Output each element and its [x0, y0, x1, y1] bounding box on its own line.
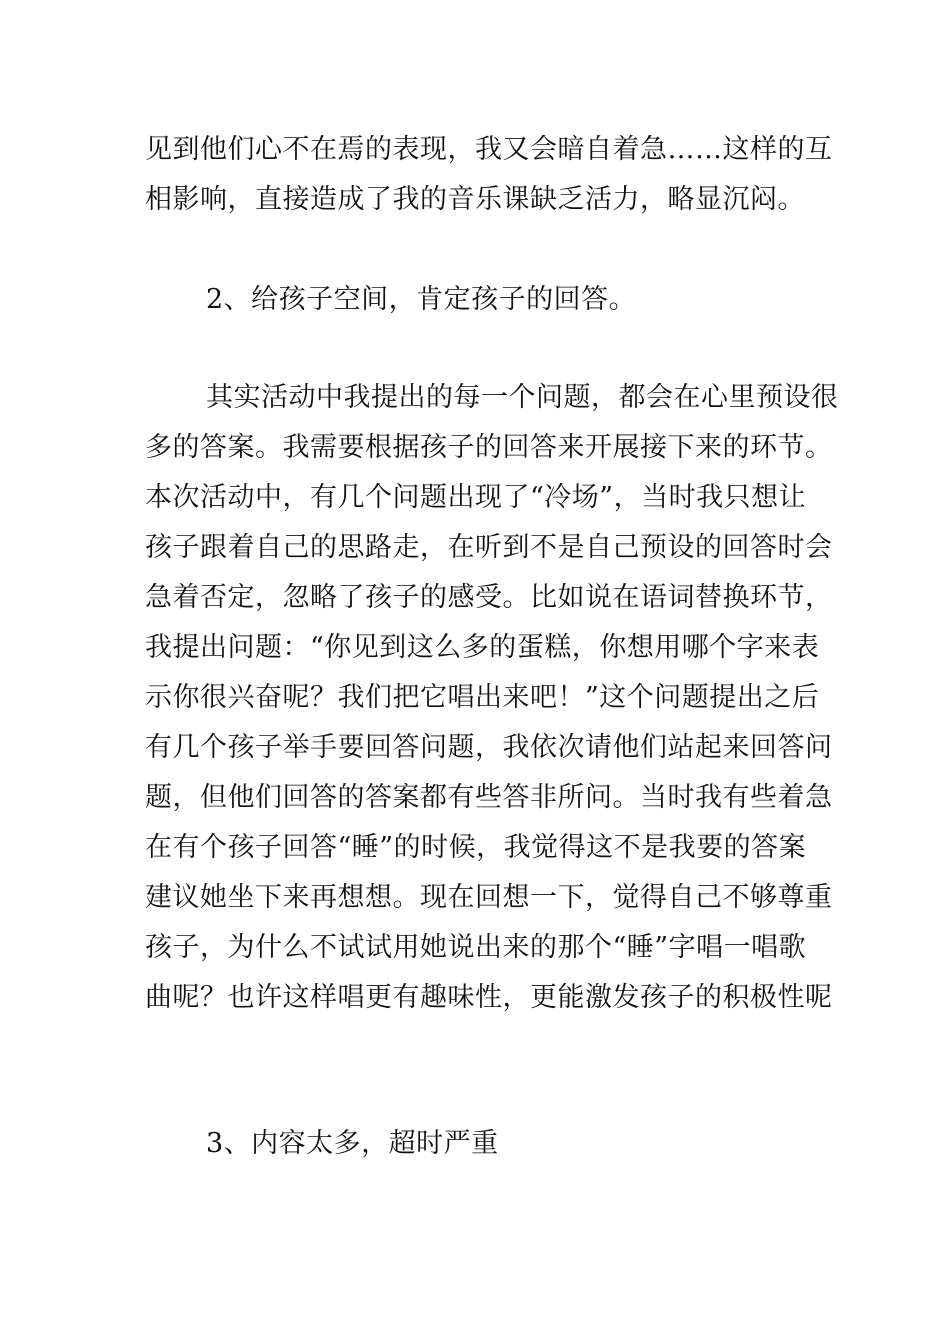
section-heading-2: 2、给孩子空间，肯定孩子的回答。: [206, 284, 637, 315]
paragraph-2-line-13: 曲呢？也许这样唱更有趣味性，更能激发孩子的积极性呢: [145, 982, 833, 1013]
paragraph-2-line-11: 建议她坐下来再想想。现在回想一下，觉得自己不够尊重: [145, 882, 833, 913]
paragraph-1-line-1: 见到他们心不在焉的表现，我又会暗自着急……这样的互: [145, 134, 833, 165]
paragraph-2-line-1: 其实活动中我提出的每一个问题，都会在心里预设很: [206, 382, 839, 413]
paragraph-2-line-4: 孩子跟着自己的思路走，在听到不是自己预设的回答时会: [145, 532, 833, 563]
paragraph-2-line-6: 我提出问题：“你见到这么多的蛋糕，你想用哪个字来表: [145, 632, 820, 663]
paragraph-2-line-9: 题，但他们回答的答案都有些答非所问。当时我有些着急: [145, 782, 833, 813]
paragraph-2-line-8: 有几个孩子举手要回答问题，我依次请他们站起来回答问: [145, 732, 833, 763]
paragraph-2-line-7: 示你很兴奋呢？我们把它唱出来吧！”这个问题提出之后: [145, 682, 820, 713]
paragraph-1-line-2: 相影响，直接造成了我的音乐课缺乏活力，略显沉闷。: [145, 184, 805, 215]
paragraph-2-line-2: 多的答案。我需要根据孩子的回答来开展接下来的环节。: [145, 432, 833, 463]
paragraph-2-line-10: 在有个孩子回答“睡”的时候，我觉得这不是我要的答案: [145, 832, 807, 863]
paragraph-2-line-12: 孩子，为什么不试试用她说出来的那个“睡”字唱一唱歌: [145, 932, 807, 963]
paragraph-2-line-3: 本次活动中，有几个问题出现了“冷场”，当时我只想让: [145, 482, 807, 513]
section-heading-3: 3、内容太多，超时严重: [206, 1128, 499, 1159]
paragraph-2-line-5: 急着否定，忽略了孩子的感受。比如说在语词替换环节，: [145, 582, 833, 613]
